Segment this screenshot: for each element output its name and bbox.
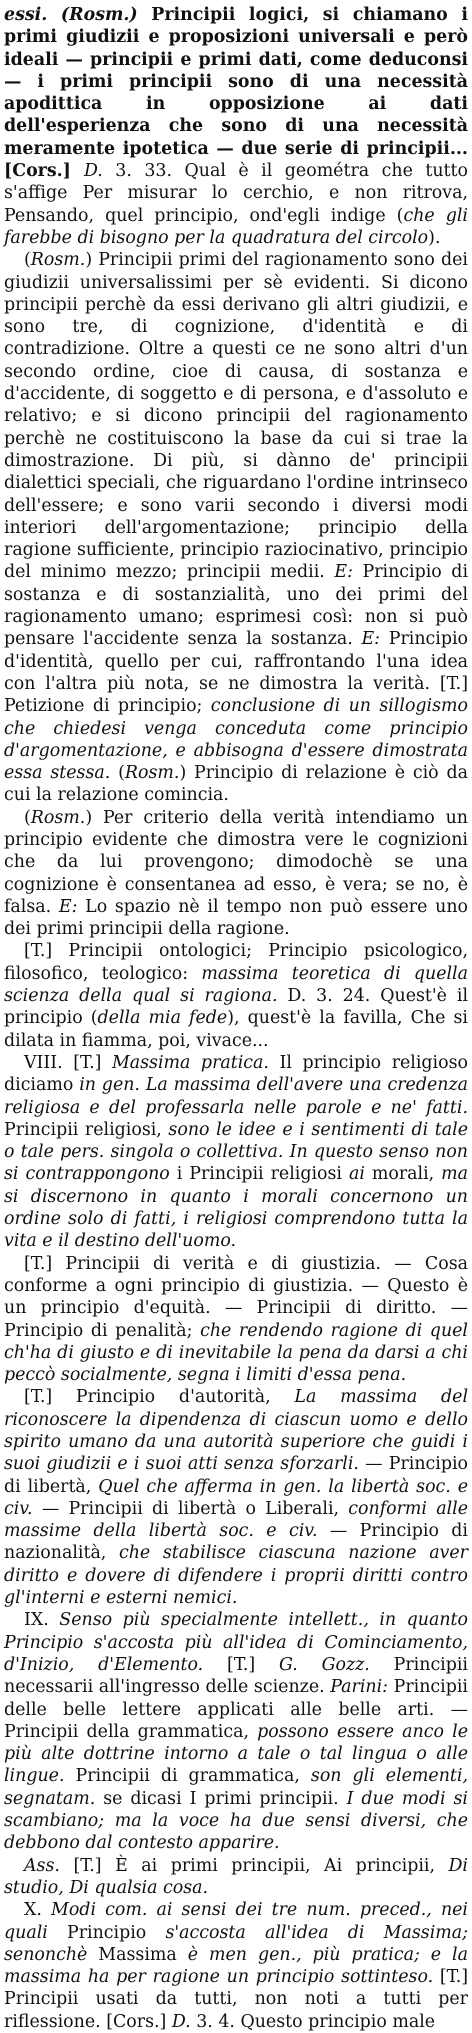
text-segment: [T.] Principii di verità e di giustizia. — Cosa conforme a ogni principio di giustizia. — Questo è un principio d'equità. — Principii di diritto. — Principio di penalità;: [4, 1253, 468, 1341]
entry-paragraph-10: [4, 1899, 468, 2033]
text-segment: son gli elementi, segnatam.: [4, 1766, 468, 1809]
text-segment: possono essere anco le più alte dottrine intorno a tale o tal lingua o alle lingue.: [4, 1721, 468, 1787]
text-segment: VIII. [T.]: [24, 1052, 112, 1073]
entry-paragraph-1: [4, 4, 468, 249]
text-segment: — Principio di libertà,: [4, 1454, 468, 1497]
text-segment: D. 3. 24. Quest'è il principio (: [4, 986, 468, 1029]
text-segment: E:: [361, 629, 381, 650]
text-segment: Rosm.: [30, 250, 86, 271]
text-segment: D.: [171, 2011, 191, 2032]
text-segment: [T.] È ai primi principii, Ai principii,: [59, 1855, 449, 1876]
text-segment: conclusione di un sillogismo che chiedesi venga conceduta come principio d'argomentazione, e abbisogna d'essere dimostrata essa stessa.: [4, 696, 468, 784]
text-segment: Di studio, Di qualsia cosa.: [4, 1855, 468, 1898]
text-segment: Principio d'identità, quello per cui, raffrontando l'una idea con l'altra più nota, se ne dimostra la verità. [T.] Petizione di principio;: [4, 629, 468, 717]
text-segment: Principii delle belle lettere applicati alle belle arti. — Principii della grammatica,: [4, 1677, 468, 1742]
text-segment: [T.] Principio d'autorità,: [24, 1387, 295, 1408]
text-segment: ), quest'è la favilla, Che si dilata in fiamma, poi, vivace...: [4, 1008, 468, 1051]
text-segment: della mia fede: [97, 1008, 228, 1029]
text-segment: (: [24, 250, 31, 271]
text-segment: E:: [58, 896, 78, 917]
text-segment: E:: [334, 562, 353, 583]
text-segment: — Principii di libertà o Liberali,: [32, 1498, 349, 1519]
text-segment: Il principio religioso diciamo: [4, 1052, 468, 1096]
text-segment: ) Principio di relazione è ciò da cui la relazione comincia.: [4, 763, 468, 806]
text-segment: sono le idee e i sentimenti di tale o tale pers. singola o collettiva. In questo senso non si contrappongono: [4, 1119, 468, 1185]
text-segment: Massima: [87, 1944, 188, 1965]
text-segment: conformi alle massime della libertà soc. e civ.: [4, 1498, 469, 1542]
entry-paragraph-3: [4, 807, 468, 941]
text-segment: morali,: [364, 1164, 442, 1185]
entry-paragraph-5: [4, 1052, 468, 1253]
text-segment: Principii logici, si chiamano i primi giudizii e proposizioni universali e però ideali — principii e primi dati, come deduconsi — i primi principii sono di una necessità apodittica in opposizione ai dati dell'esperienza che sono di una necessità meramente ipotetica — due serie di principii... [Cors.]: [4, 5, 468, 182]
text-segment: IX.: [24, 1610, 60, 1631]
text-segment: Massima pratica.: [111, 1052, 269, 1073]
text-segment: i Principii religiosi: [169, 1164, 349, 1185]
text-segment: Ass.: [24, 1855, 60, 1876]
text-segment: che stabilisce ciascuna nazione aver diritto e dovere di difendere i proprii diritti contro gl'interni e esterni nemici.: [4, 1543, 468, 1609]
text-segment: — Principio di nazionalità,: [4, 1521, 468, 1564]
text-segment: s'accosta all'idea di Massima; senonchè: [4, 1922, 468, 1965]
entry-paragraph-4: [4, 940, 468, 1051]
text-segment: Principio di sostanza e di sostanzialità, uno dei primi del ragionamento umano; esprimesi così: non si può pensare l'accidente senza la sostanza.: [4, 562, 469, 650]
text-segment: essi. (Rosm.): [4, 5, 138, 25]
text-segment: che rendendo ragione di quel ch'ha di giusto e di inevitabile la pena da darsi a chi peccò socialmente, segna i limiti d'essa pena.: [4, 1320, 468, 1386]
text-segment: 3. 4. Questo principio male: [190, 2011, 436, 2032]
text-segment: massima teoretica di quella scienza della qual si ragiona.: [4, 963, 468, 1007]
text-segment: Principio: [47, 1922, 166, 1943]
text-segment: [T.] Principii usati da tutti, non noti a tutti per riflessione. [Cors.]: [4, 1967, 469, 2032]
text-segment: (: [24, 807, 31, 828]
text-segment: Modi com. ai sensi dei tre num. preced., nei quali: [4, 1900, 468, 1943]
entry-paragraph-6: [4, 1253, 468, 1387]
text-segment: se dicasi I primi principii.: [95, 1788, 347, 1809]
text-segment: in gen. La massima dell'avere una credenza religiosa e del professarla nelle parole e ne' fatti.: [4, 1075, 468, 1118]
entry-paragraph-9: [4, 1855, 468, 1900]
text-segment: Principii religiosi,: [4, 1119, 169, 1140]
text-segment: Principii di grammatica,: [64, 1766, 311, 1787]
text-segment: ) Principii primi del ragionamento sono dei giudizii universalissimi per sè evidenti. Si dicono principii perchè da essi derivano gli altri giudizii, e sono tre, di cognizione, d'identità e di contradizione. Oltre a questi ce ne sono altri d'un secondo ordine, cioe di causa, di sostanza e d'accidente, di soggetto e di persona, e d'assoluto e relativo; e si dicono principii del ragionamento perchè ne costituiscono la base da cui si trae la dimostrazione. Di più, si dànno de' principii dialettici speciali, che riguardano l'ordine intrinseco dell'essere; e sono varii secondo i diversi modi interiori dell'argomentazione; principio della ragione sufficiente, principio raziocinativo, principio del minimo mezzo; principii medii.: [4, 250, 468, 583]
text-segment: ma si discernono in quanto i morali concernono un ordine solo di fatti, i religiosi comprendono tutta la vita e il destino dell'uomo.: [4, 1164, 468, 1252]
text-segment: che gli farebbe di bisogno per la quadratura del circolo: [4, 205, 468, 248]
text-segment: Principii necessarii all'ingresso delle scienze.: [4, 1654, 468, 1698]
text-segment: Parini:: [330, 1677, 389, 1698]
text-segment: X.: [24, 1900, 52, 1921]
entry-paragraph-7: [4, 1386, 468, 1609]
text-segment: è men gen., più pratica; e la massima ha per ragione un principio sottinteso.: [4, 1944, 468, 1988]
text-segment: D.: [83, 161, 103, 182]
text-segment: Rosm.: [30, 807, 86, 828]
text-segment: La massima del riconoscere la dipendenza di ciascun uomo e dello spirito umano da una autorità superiore che guidi i suoi giudizii e i suoi atti senza sforzarli.: [4, 1387, 469, 1475]
text-segment: ai: [348, 1164, 365, 1185]
text-segment: (: [110, 763, 125, 784]
text-segment: [T.]: [203, 1654, 279, 1675]
entry-paragraph-8: [4, 1609, 468, 1854]
entry-paragraph-2: [4, 249, 468, 806]
text-segment: Senso più specialmente intellett., in quanto Principio s'accosta più all'idea di Cominciamento, d'Inizio, d'Elemento.: [4, 1610, 468, 1675]
text-segment: G. Gozz.: [279, 1654, 370, 1675]
text-segment: ) Per criterio della verità intendiamo un principio evidente che dimostra vere le cognizioni che da lui provengono; dimodochè se una cognizione è consentanea ad esso, è vera; se no, è falsa.: [4, 807, 468, 917]
text-segment: I due modi si scambiano; ma la voce ha due sensi diversi, che debbono dal contesto apparire.: [4, 1788, 468, 1854]
text-segment: Quel che afferma in gen. la libertà soc. e civ.: [4, 1476, 469, 1519]
text-segment: 3. 33. Qual è il geométra che tutto s'affige Per misurar lo cerchio, e non ritrova, Pensando, quel principio, ond'egli indige (: [4, 161, 468, 226]
text-segment: Lo spazio nè il tempo non può essere uno dei primi principii della ragione.: [4, 896, 468, 940]
text-segment: Rosm.: [124, 763, 180, 784]
text-segment: [T.] Principii ontologici; Principio psicologico, filosofico, teologico:: [4, 941, 468, 984]
text-segment: ).: [428, 227, 441, 248]
